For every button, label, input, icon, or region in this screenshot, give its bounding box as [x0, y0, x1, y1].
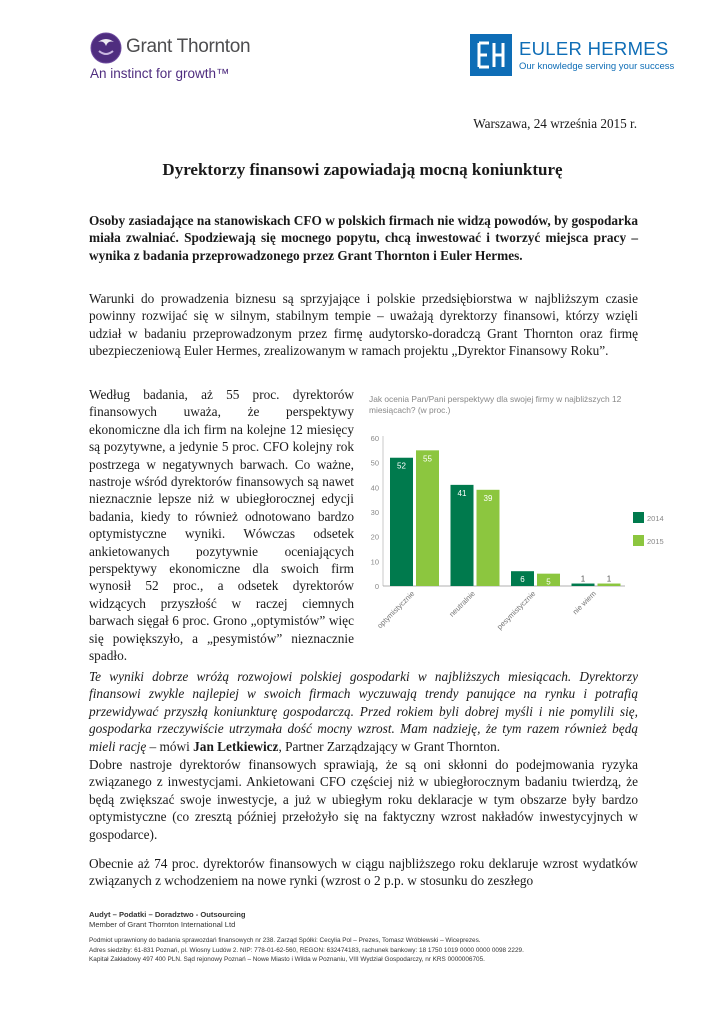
footer-legal-line: Podmiot uprawniony do badania sprawozdań finansowych nr 238. Zarząd Spółki: Cecylia Pol – Prezes, Tomasz Wróblewski – Wiceprezes. — [89, 937, 481, 944]
chart-title: Jak ocenia Pan/Pani perspektywy dla swojej firmy w najbliższych 12 miesiącach? (w proc.) — [369, 394, 622, 415]
y-tick-label: 60 — [370, 434, 379, 443]
grant-thornton-mark-icon — [90, 32, 122, 64]
quote-role: , Partner Zarządzający w Grant Thornton. — [278, 738, 501, 754]
grant-thornton-logo — [90, 30, 290, 85]
x-tick-label: neutralnie — [447, 589, 477, 619]
y-tick-label: 50 — [370, 458, 379, 468]
data-label: 39 — [483, 493, 493, 503]
bar — [598, 584, 621, 586]
bar — [451, 485, 474, 586]
y-tick-label: 10 — [370, 557, 379, 567]
euler-hermes-name: EULER HERMES — [519, 38, 669, 59]
legend-label: 2015 — [647, 537, 664, 546]
footer-legal-line: Kapitał Zakładowy 497 400 PLN. Sąd rejonowy Poznań – Nowe Miasto i Wilda w Poznaniu, VIII Wydział Gospodarczy, nr KRS 0000006705. — [89, 956, 485, 964]
data-label: 1 — [580, 574, 586, 584]
grant-thornton-tagline: An instinct for growth™ — [90, 66, 230, 81]
bar-chart — [367, 394, 667, 649]
quote-dash: – mówi — [146, 738, 194, 754]
y-tick-label: 20 — [370, 532, 379, 542]
document-date: Warszawa, 24 września 2015 r. — [473, 116, 637, 131]
quote-paragraph — [89, 668, 638, 755]
chart-canvas — [367, 394, 667, 649]
legend-label: 2014 — [647, 514, 664, 523]
x-tick-label: nie wiem — [570, 589, 598, 617]
paragraph-2: Warunki do prowadzenia biznesu są sprzyjające i polskie przedsiębiorstwa w najbliższym czasie powinny rozwijać się w silnym, stabilnym tempie – uważają dyrektorzy finansowi, którzy wzięli udział w badaniu przeprowadzonym przez firmę audytorsko-doradczą Grant Thornton oraz firmę ubezpieczeniową Euler Hermes, zrealizowanym w ramach projektu „Dyrektor Finansowy Roku”. — [89, 291, 638, 359]
y-tick-label: 0 — [374, 582, 379, 591]
y-tick-label: 30 — [370, 508, 379, 517]
footer-services: Audyt – Podatki – Doradztwo - Outsourcing — [89, 910, 246, 919]
data-label: 55 — [423, 454, 432, 464]
euler-hermes-logo — [470, 34, 675, 79]
bar — [390, 458, 413, 586]
bar — [416, 450, 439, 586]
quote-person: Jan Letkiewicz — [193, 738, 279, 754]
euler-hermes-tagline: Our knowledge serving your success — [519, 61, 675, 72]
data-label: 41 — [457, 488, 467, 498]
x-tick-label: pesymistycznie — [495, 589, 538, 632]
lead-paragraph: Osoby zasiadające na stanowiskach CFO w polskich firmach nie widzą powodów, by gospodarka miała zwalniać. Spodziewają się mocnego popytu, chcą inwestować i tworzyć miejsca pracy – wynika z badania przeprowadzonego przez Grant Thornton i Euler Hermes. — [89, 213, 638, 263]
footer-legal — [89, 936, 649, 965]
paragraph-4: Dobre nastroje dyrektorów finansowych sprawiają, że są oni skłonni do podejmowania ryzyka związanego z inwestycjami. Ankietowani CFO częściej niż w ubiegłorocznym badaniu twierdzą, że będą zwiększać swoje inwestycje, a już w ubiegłym roku deklaracje w tym obszarze były bardzo optymistyczne (co zresztą później przełożyło się na faktyczny wzrost nakładów inwestycyjnych w gospodarce). — [89, 757, 638, 842]
data-label: 52 — [397, 461, 406, 471]
quote-text: Te wyniki dobrze wróżą rozwojowi polskiej gospodarki w najbliższych miesiącach. Dyrektorzy finansowi zwykle najlepiej w swoich firmach wyczuwają trendy panujące na rynku i potrafią przewidywać przyszłą koniunkturę gospodarczą. Przed rokiem byli dobrej myśli i nie pomylili się, gospodarka rzeczywiście utrzymała dość mocny wzrost. Mam nadzieję, że tym razem również będą mieli rację — [89, 669, 638, 754]
data-label: 1 — [606, 574, 612, 584]
data-label: 5 — [546, 577, 551, 587]
data-label: 6 — [520, 575, 525, 585]
page-title: Dyrektorzy finansowi zapowiadają mocną koniunkturę — [162, 160, 563, 179]
grant-thornton-name: Grant Thornton — [126, 36, 251, 57]
paragraph-5: Obecnie aż 74 proc. dyrektorów finansowych w ciągu najbliższego roku deklaruje wzrost wydatków związanych z wchodzeniem na nowe rynki (wzrost o 2 p.p. w stosunku do zeszłego — [89, 856, 638, 889]
paragraph-3: Według badania, aż 55 proc. dyrektorów finansowych uważa, że perspektywy ekonomiczne dla ich firm na kolejne 12 miesięcy są pozytywne, a jedynie 5 proc. CFO kolejny rok postrzega w negatywnych barwach. Co ważne, nastroje wśród dyrektorów finansowych są nawet nieznacznie lepsze niż w ubiegłorocznej edycji badania, kiedy to również odnotowano bardzo optymistyczne wyniki. Wówczas odsetek ankietowanych pozytywnie oceniających perspektywy ekonomiczne dla swoich firm wynosił 52 proc., a odsetek dyrektorów widzących przyszłość w raczej ciemnych barwach sięgał 6 proc. Grono „optymistów” więc się powiększyło, a „pesymistów” nieznacznie spadło. — [89, 387, 354, 664]
x-tick-label: optymistycznie — [375, 589, 417, 631]
legend-swatch — [633, 512, 644, 523]
y-tick-label: 40 — [370, 483, 379, 493]
bar — [477, 490, 500, 586]
footer-legal-line: Adres siedziby: 61-831 Poznań, pl. Wiosny Ludów 2. NIP: 778-01-62-560, REGON: 632474183, rachunek bankowy: 18 1750 1019 0000 0000 0098 2229. — [89, 946, 524, 954]
euler-hermes-mark-icon — [470, 34, 512, 76]
footer-member: Member of Grant Thornton International Ltd — [89, 920, 236, 929]
legend-swatch — [633, 535, 644, 546]
bar — [572, 584, 595, 586]
